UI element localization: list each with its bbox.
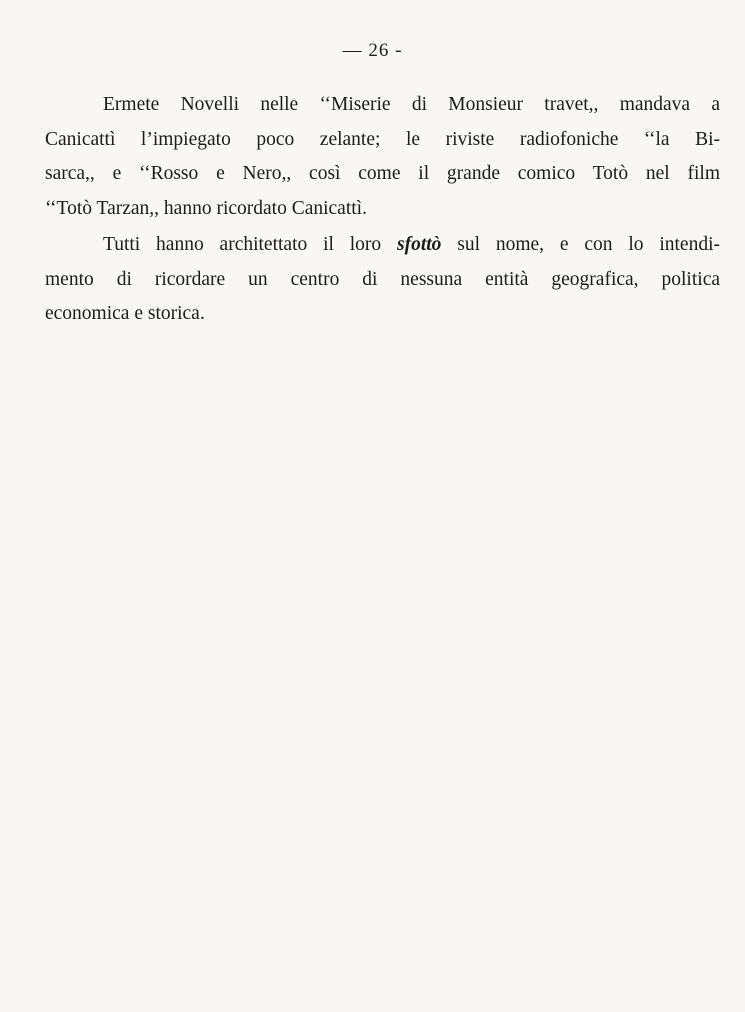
paragraph-line: ‘‘Totò Tarzan,, hanno ricordato Canicattì. <box>45 197 367 219</box>
paragraph-line: economica e storica. <box>45 303 205 324</box>
paragraph-line: Ermete Novelli nelle ‘‘Miserie di Monsieur travet,, mandava a <box>103 94 720 115</box>
paragraph-1 <box>45 88 720 226</box>
paragraph-line: sarca,, e ‘‘Rosso e Nero,, così come il grande comico Totò nel film <box>45 163 720 184</box>
line-text: sul nome, e con lo intendi- <box>441 234 720 255</box>
paragraph-line: Canicattì l’impiegato poco zelante; le riviste radiofoniche ‘‘la Bi- <box>45 128 720 150</box>
line-text: Tutti hanno architettato il loro <box>103 234 397 255</box>
body-text <box>45 88 720 332</box>
paragraph-2 <box>45 228 720 332</box>
page-number: — 26 - <box>342 40 403 61</box>
paragraph-line: mento di ricordare un centro di nessuna entità geografica, politica <box>45 268 720 290</box>
paragraph-line-mixed <box>45 228 720 263</box>
italic-word: sfottò <box>397 234 442 255</box>
